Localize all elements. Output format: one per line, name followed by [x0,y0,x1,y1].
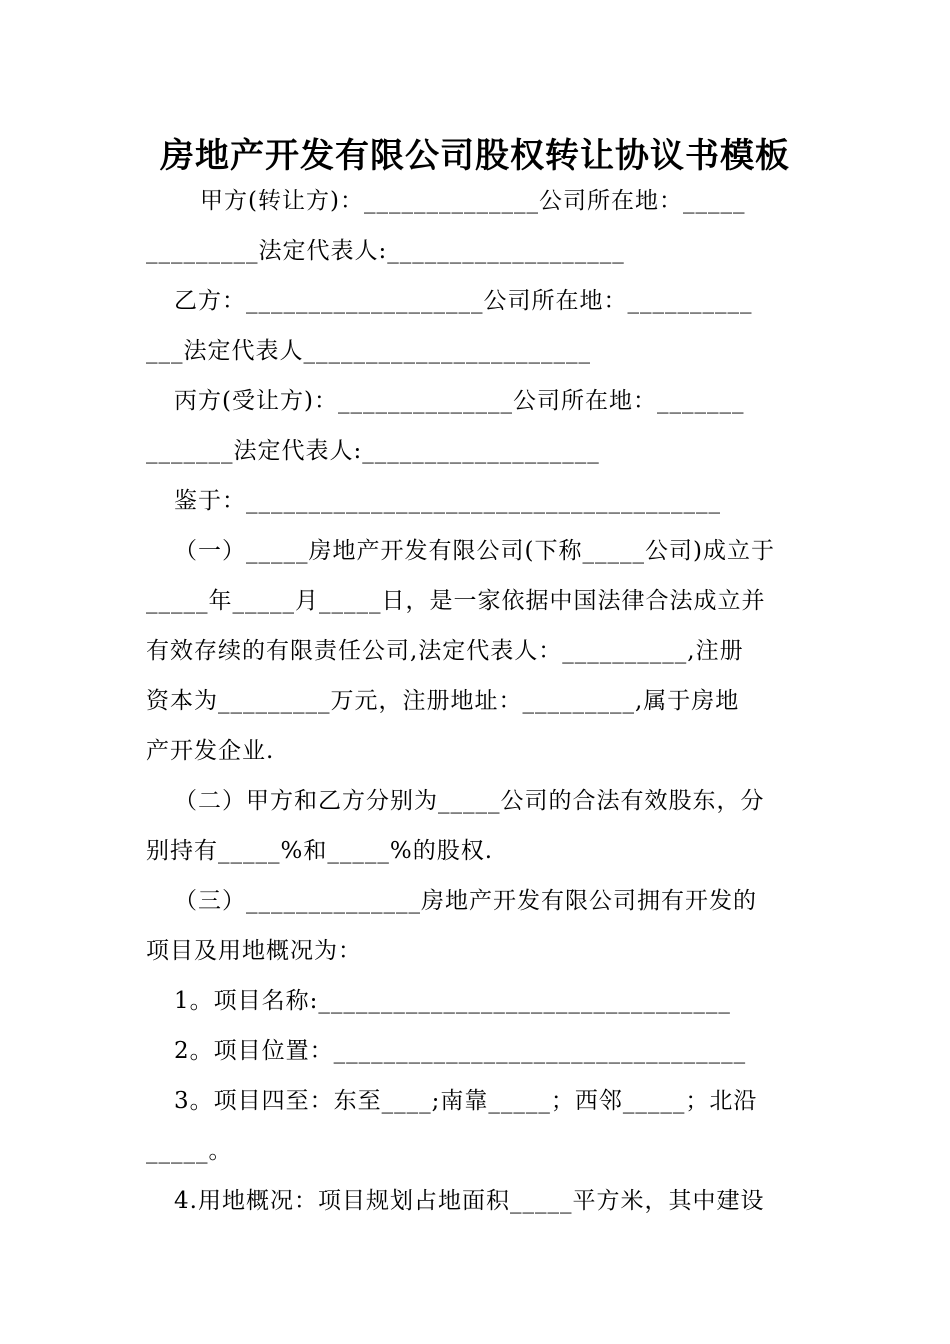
project-boundaries-line-2: _____。 [146,1138,233,1164]
clause-two-line-1: （二）甲方和乙方分别为_____公司的合法有效股东，分 [174,788,765,814]
clause-one-line-5: 产开发企业. [146,738,275,764]
clause-one-line-4: 资本为_________万元，注册地址：_________,属于房地 [146,688,740,714]
land-overview-line: 4.用地概况：项目规划占地面积_____平方米，其中建设 [174,1188,765,1214]
project-name-line: 1。项目名称:_________________________________ [174,988,731,1014]
party-b-representative-line: ___法定代表人_______________________ [146,338,591,364]
party-a-representative-line: _________法定代表人:___________________ [146,238,625,264]
party-b-line: 乙方：___________________公司所在地：__________ [174,288,753,314]
document-title: 房地产开发有限公司股权转让协议书模板 [160,136,790,176]
clause-one-line-3: 有效存续的有限责任公司,法定代表人：__________,注册 [146,638,744,664]
clause-one-line-2: _____年_____月_____日，是一家依据中国法律合法成立并 [146,588,766,614]
party-c-representative-line: _______法定代表人:___________________ [146,438,600,464]
clause-two-line-2: 别持有_____%和_____%的股权. [146,838,494,864]
whereas-line: 鉴于：______________________________________ [174,488,721,514]
party-a-line: 甲方(转让方)：______________公司所在地：_____ [200,188,746,214]
clause-one-line-1: （一）_____房地产开发有限公司(下称_____公司)成立于 [174,538,775,564]
clause-three-line-1: （三）______________房地产开发有限公司拥有开发的 [174,888,757,914]
party-c-line: 丙方(受让方)：______________公司所在地：_______ [174,388,745,414]
project-location-line: 2。项目位置：_________________________________ [174,1038,747,1064]
clause-three-line-2: 项目及用地概况为： [146,938,362,964]
project-boundaries-line-1: 3。项目四至：东至____;南靠_____；西邻_____；北沿 [174,1088,758,1114]
